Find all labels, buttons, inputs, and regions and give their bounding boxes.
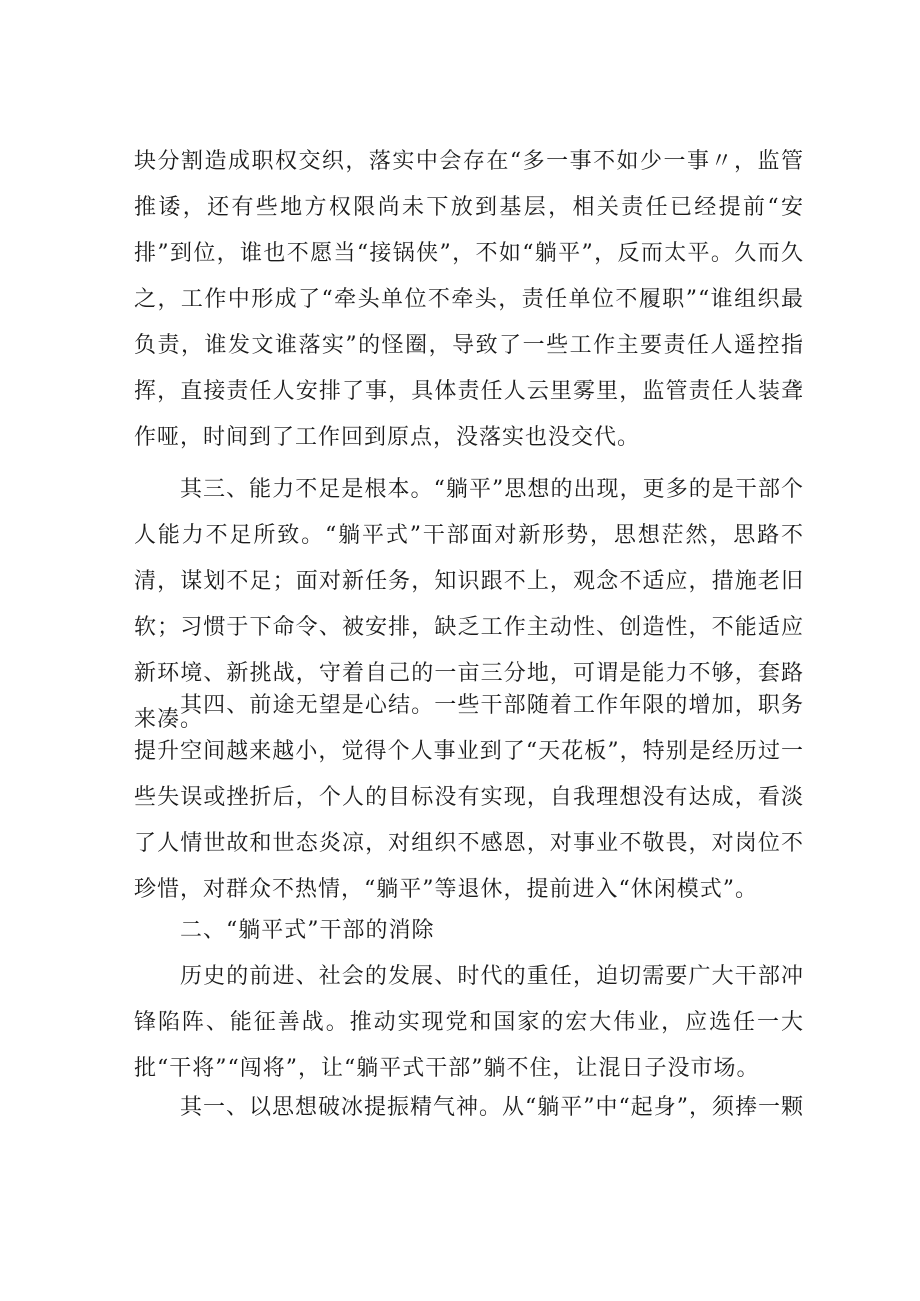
section-heading: 二、“躺平式”干部的消除 xyxy=(180,918,435,943)
paragraph-ability: 其三、能力不足是根本。“躺平”思想的出现，更多的是干部个人能力不足所致。“躺平式”干部面对新形势，思想茫然，思路不清，谋划不足；面对新任务，知识跟不上，观念不适应，措施老旧软；习惯于下命令、被安排，缺乏工作主动性、创造性，不能适应新环境、新挑战，守着自己的一亩三分地，可谓是能力不够，套路来凑。 xyxy=(134,477,804,732)
paragraph-prospects: 其四、前途无望是心结。一些干部随着工作年限的增加，职务提升空间越来越小，觉得个人事业到了“天花板”，特别是经历过一些失误或挫折后，个人的目标没有实现，自我理想没有达成，看淡了人情世故和世态炎凉，对组织不感恩，对事业不敬畏，对岗位不珍惜，对群众不热情，“躺平”等退休，提前进入“休闲模式”。 xyxy=(134,693,804,902)
paragraph-history: 历史的前进、社会的发展、时代的重任，迫切需要广大干部冲锋陷阵、能征善战。推动实现党和国家的宏大伟业，应选任一大批“干将”“闯将”，让“躺平式干部”躺不住，让混日子没市场。 xyxy=(134,964,804,1081)
paragraph-continued: 块分割造成职权交织，落实中会存在“多一事不如少一事〃，监管推诿，还有些地方权限尚未下放到基层，相关责任已经提前“安排”到位，谁也不愿当“接锅侠”，不如“躺平”，反而太平。久而久之，工作中形成了“牵头单位不牵头，责任单位不履职”“谁组织最负责，谁发文谁落实”的怪圈，导致了一些工作主要责任人遥控指挥，直接责任人安排了事，具体责任人云里雾里，监管责任人装聋作哑，时间到了工作回到原点，没落实也没交代。 xyxy=(134,149,804,450)
paragraph-thought: 其一、以思想破冰提振精气神。从“躺平”中“起身”，须捧一颗 xyxy=(180,1095,804,1120)
